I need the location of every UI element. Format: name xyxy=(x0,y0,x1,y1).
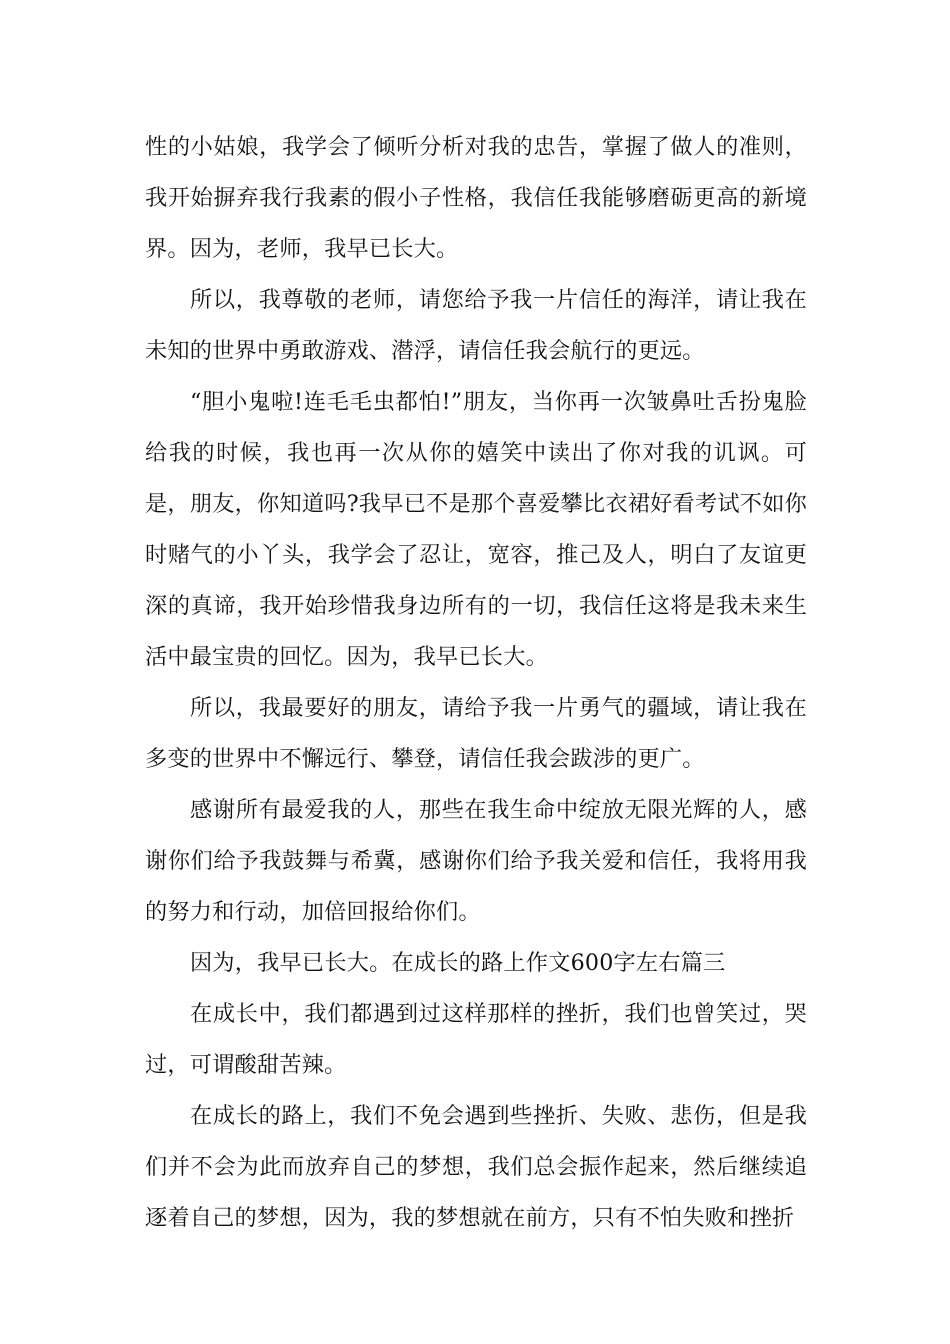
paragraph: 性的小姑娘，我学会了倾听分析对我的忠告，掌握了做人的准则，我开始摒弃我行我素的假小子性格，我信任我能够磨砺更高的新境界。因为，老师，我早已长大。 xyxy=(145,134,807,262)
document-page xyxy=(145,122,807,1244)
paragraph: 在成长中，我们都遇到过这样那样的挫折，我们也曾笑过，哭过，可谓酸甜苦辣。 xyxy=(145,1001,807,1078)
paragraph: 感谢所有最爱我的人，那些在我生命中绽放无限光辉的人，感谢你们给予我鼓舞与希冀，感谢你们给予我关爱和信任，我将用我的努力和行动，加倍回报给你们。 xyxy=(145,797,807,925)
paragraph: 所以，我尊敬的老师，请您给予我一片信任的海洋，请让我在未知的世界中勇敢游戏、潜浮，请信任我会航行的更远。 xyxy=(145,287,807,364)
paragraph: 所以，我最要好的朋友，请给予我一片勇气的疆域，请让我在多变的世界中不懈远行、攀登，请信任我会跋涉的更广。 xyxy=(145,695,807,772)
paragraph: “胆小鬼啦!连毛毛虫都怕!”朋友，当你再一次皱鼻吐舌扮鬼脸给我的时候，我也再一次从你的嬉笑中读出了你对我的讥讽。可是，朋友，你知道吗?我早已不是那个喜爱攀比衣裙好看考试不如你时赌气的小丫头，我学会了忍让，宽容，推己及人，明白了友谊更深的真谛，我开始珍惜我身边所有的一切，我信任这将是我未来生活中最宝贵的回忆。因为，我早已长大。 xyxy=(145,389,807,670)
paragraph: 在成长的路上，我们不免会遇到些挫折、失败、悲伤，但是我们并不会为此而放弃自己的梦想，我们总会振作起来，然后继续追逐着自己的梦想，因为，我的梦想就在前方，只有不怕失败和挫折 xyxy=(145,1103,807,1231)
paragraph: 因为，我早已长大。在成长的路上作文600字左右篇三 xyxy=(190,950,726,976)
